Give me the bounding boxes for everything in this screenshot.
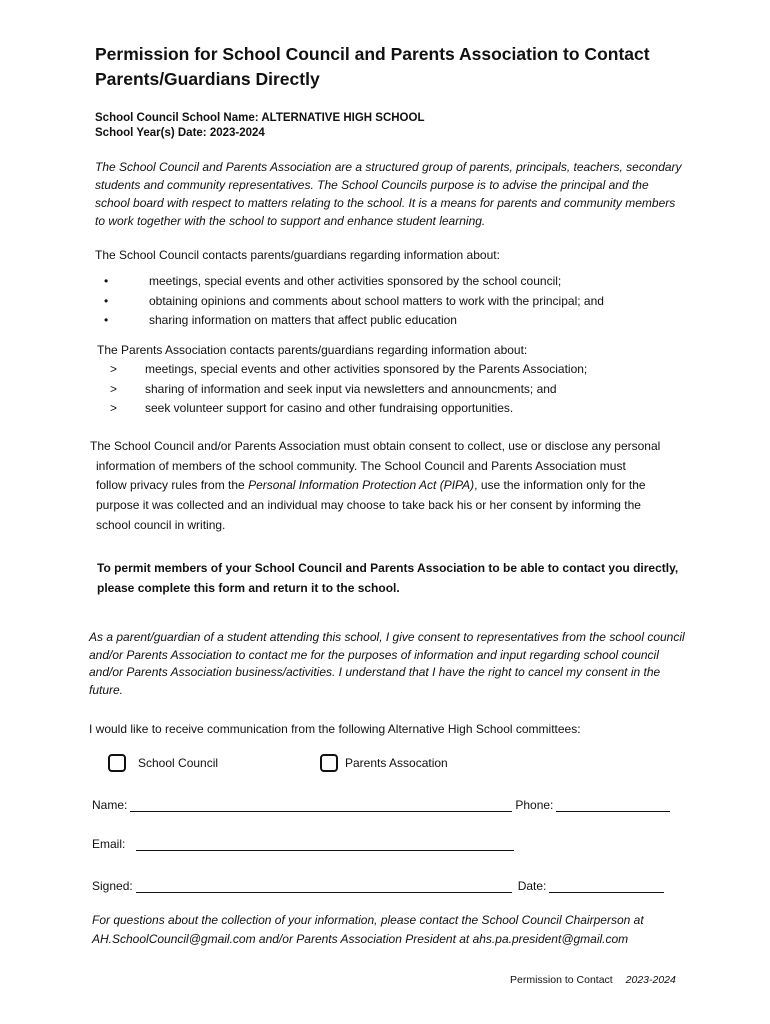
school-name: School Council School Name: ALTERNATIVE HIGH SCHOOL <box>95 112 425 124</box>
arrow-bullet-icon: > <box>110 401 118 415</box>
school-council-checkbox-label: School Council <box>138 756 219 770</box>
arrow-bullet-icon: > <box>110 362 118 376</box>
contact-info: For questions about the collection of your information, please contact the School Council Chairperson at AH.SchoolCouncil@gmail.com and/or Parents Association President at ahs.pa.president@gmail.com <box>92 913 644 946</box>
list-item-text: seek volunteer support for casino and other fundraising opportunities. <box>145 401 514 415</box>
school-meta <box>95 111 424 141</box>
list-item <box>104 311 604 331</box>
signed-label: Signed: <box>92 879 133 893</box>
school-council-checkbox[interactable] <box>108 754 126 772</box>
footer-year: 2023-2024 <box>625 974 676 986</box>
date-label: Date: <box>517 879 547 893</box>
bullet-icon: • <box>104 293 109 308</box>
parents-association-checkbox[interactable] <box>320 754 338 772</box>
consent-text: follow privacy rules from the <box>96 478 249 493</box>
name-field[interactable] <box>130 799 512 812</box>
committee-preference-lead: I would like to receive communication from the following Alternative High School committees: <box>89 722 581 736</box>
email-row <box>92 837 517 851</box>
phone-label: Phone: <box>515 798 554 812</box>
list-item <box>110 380 587 400</box>
consent-line: The School Council and/or Parents Association must obtain consent to collect, use or disclose any personal <box>90 439 661 453</box>
intro-paragraph: The School Council and Parents Association are a structured group of parents, principals, teachers, secondary students and community representatives. The School Councils purpose is to advise the principal and the school board with respect to matters relating to the school. It is a means for parents and community members to work together with the school to support and enhance student learning. <box>95 160 682 228</box>
list-item-text: meetings, special events and other activities sponsored by the Parents Association; <box>145 362 588 376</box>
bullet-icon: • <box>104 313 109 327</box>
list-item-text: meetings, special events and other activities sponsored by the school council; <box>149 274 562 288</box>
list-item <box>104 272 604 292</box>
pipa-act-reference: Personal Information Protection Act (PIPA) <box>248 478 475 493</box>
signed-date-row <box>92 879 667 893</box>
signature-field[interactable] <box>136 880 512 893</box>
consent-paragraph <box>92 437 692 536</box>
list-item-text: sharing information on matters that affect public education <box>149 313 457 327</box>
consent-line: purpose it was collected and an individual may choose to take back his or her consent by informing the <box>96 498 641 513</box>
school-year: School Year(s) Date: 2023-2024 <box>95 127 265 139</box>
date-field[interactable] <box>549 880 664 893</box>
name-phone-row <box>92 798 673 812</box>
phone-field[interactable] <box>556 799 670 812</box>
consent-text: , use the information only for the <box>474 478 646 493</box>
page-footer <box>510 974 676 986</box>
arrow-bullet-icon: > <box>110 381 118 396</box>
list-item <box>110 399 587 419</box>
name-label: Name: <box>92 798 128 812</box>
email-label: Email: <box>92 837 126 851</box>
list-item <box>110 360 587 380</box>
list-item-text: sharing of information and seek input via newsletters and announcments; and <box>145 381 557 396</box>
bullet-icon: • <box>104 274 109 288</box>
school-council-list <box>104 272 604 331</box>
email-field[interactable] <box>136 838 514 851</box>
list-item <box>104 292 604 312</box>
consent-line: school council in writing. <box>96 517 226 532</box>
parents-association-list <box>110 360 587 419</box>
footer-label: Permission to Contact <box>510 974 613 986</box>
parents-association-checkbox-label: Parents Assocation <box>345 756 448 770</box>
list-item-text: obtaining opinions and comments about school matters to work with the principal; and <box>149 293 604 308</box>
parents-association-lead: The Parents Association contacts parents/guardians regarding information about: <box>97 343 528 357</box>
consent-line: information of members of the school community. The School Council and Parents Association must <box>96 458 626 473</box>
school-council-lead: The School Council contacts parents/guardians regarding information about: <box>95 248 500 262</box>
consent-line <box>96 476 692 496</box>
consent-declaration: As a parent/guardian of a student attending this school, I give consent to representatives from the school council and/or Parents Association to contact me for the purposes of information and input regarding school council and/or Parents Association business/activities. I understand that I have the right to cancel my consent in the future. <box>89 630 685 697</box>
document-title: Permission for School Council and Parents Association to Contact Parents/Guardians Directly <box>95 44 650 89</box>
permit-instruction: To permit members of your School Council and Parents Association to be able to contact you directly, please complete this form and return it to the school. <box>97 561 679 595</box>
